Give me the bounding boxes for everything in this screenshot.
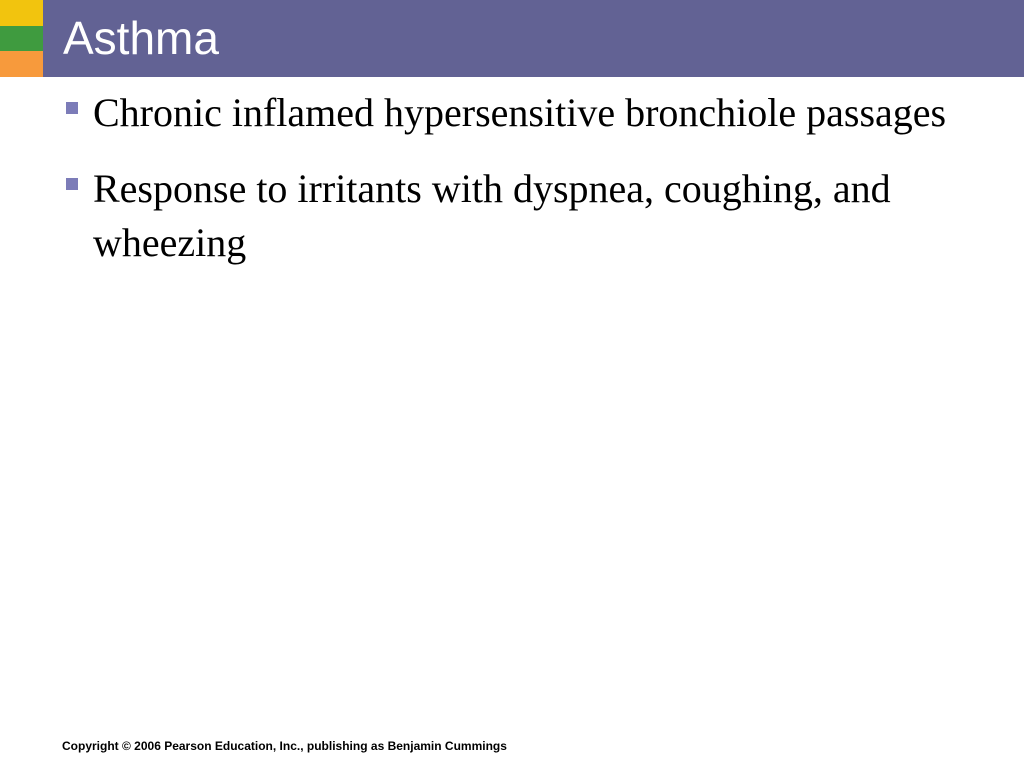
bullet-item [63,86,963,140]
square-bullet-icon [66,102,78,114]
bullet-text: Chronic inflamed hypersensitive bronchiole passages [93,90,947,135]
copyright-footer: Copyright © 2006 Pearson Education, Inc., publishing as Benjamin Cummings [62,739,507,753]
bullet-text: Response to irritants with dyspnea, coughing, and wheezing [93,166,891,265]
slide-title: Asthma [63,12,219,64]
accent-green-block [0,26,43,51]
bullet-list [63,86,963,292]
corner-accent-strip [0,0,43,77]
accent-yellow-block [0,0,43,26]
accent-orange-block [0,51,43,77]
title-bar [43,0,1024,77]
square-bullet-icon [66,178,78,190]
bullet-item [63,162,963,270]
